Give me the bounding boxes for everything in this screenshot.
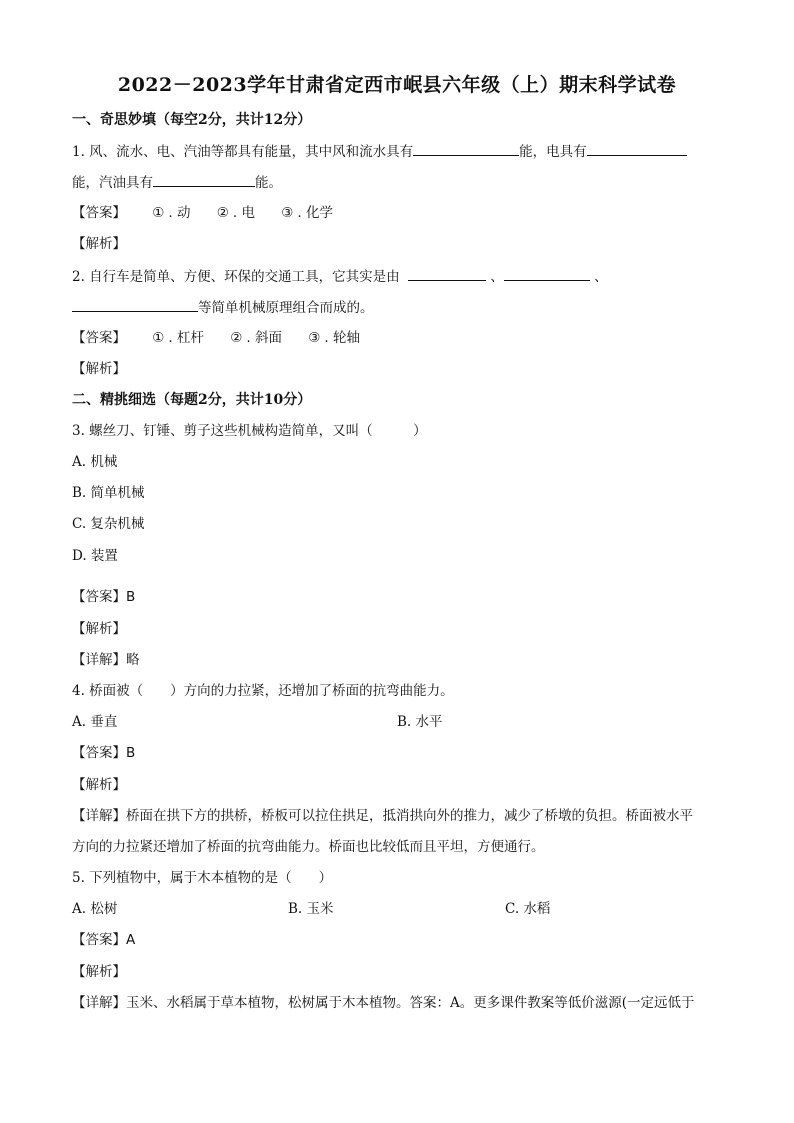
- q1-blank-1: [413, 141, 519, 156]
- q4-detail-text-1: 桥面在拱下方的拱桥，桥板可以拉住拱足，抵消拱向外的推力，减少了桥墩的负担。桥面被水平: [126, 808, 693, 824]
- detail-label: 【详解】: [72, 995, 126, 1011]
- q2-answer-3: ③ . 轮轴: [308, 330, 360, 346]
- question-3-stem: 3. 螺丝刀、钉锤、剪子这些机械构造简单，又叫（ ）: [72, 423, 427, 439]
- question-1-line-2: [72, 172, 282, 193]
- q3-option-c: C. 复杂机械: [72, 516, 145, 532]
- q3-detail-row: [72, 650, 140, 670]
- q2-blank-1: [408, 266, 486, 281]
- q1-answer-1: ① . 动: [152, 205, 191, 221]
- q3-answer-value: B: [126, 589, 136, 605]
- question-5-stem: 5. 下列植物中，属于木本植物的是（ ）: [72, 870, 333, 886]
- q4-answer-row: [72, 743, 135, 763]
- q2-answer-1: ① . 杠杆: [152, 330, 204, 346]
- q2-sep-1: 、: [490, 269, 504, 285]
- question-4-stem: 4. 桥面被（ ）方向的力拉紧，还增加了桥面的抗弯曲能力。: [72, 683, 454, 699]
- q3-option-a: A. 机械: [72, 454, 118, 470]
- answer-label: 【答案】: [72, 745, 126, 761]
- q5-detail-row-1: [72, 993, 695, 1013]
- q4-detail-row-2: 方向的力拉紧还增加了桥面的抗弯曲能力。桥面也比较低而且平坦，方便通行。: [72, 839, 545, 855]
- question-2-line-1: [72, 266, 608, 287]
- page-title: 2022－2023学年甘肃省定西市岷县六年级（上）期末科学试卷: [117, 74, 677, 96]
- section-heading-2: 二、精挑细选（每题2分，共计10分）: [72, 392, 312, 408]
- q4-answer-value: B: [126, 745, 136, 761]
- question-2-line-2: [72, 297, 374, 318]
- q2-answer-row: [72, 328, 360, 348]
- q2-text-b: 等简单机械原理组合而成的。: [198, 300, 374, 316]
- q1-text-a: 1. 风、流水、电、汽油等都具有能量，其中风和流水具有: [72, 144, 414, 160]
- answer-label: 【答案】: [72, 205, 126, 221]
- q3-analysis-label: 【解析】: [72, 621, 126, 637]
- section-heading-1: 一、奇思妙填（每空2分，共计12分）: [72, 112, 312, 128]
- q4-analysis-label: 【解析】: [72, 777, 126, 793]
- q5-answer-value: A: [126, 932, 136, 948]
- answer-label: 【答案】: [72, 589, 126, 605]
- q1-blank-2: [587, 141, 687, 156]
- question-1-line-1: [72, 141, 687, 162]
- detail-label: 【详解】: [72, 808, 126, 824]
- q1-answer-2: ② . 电: [216, 205, 255, 221]
- q1-answer-3: ③ . 化学: [281, 205, 333, 221]
- q5-option-b: B. 玉米: [288, 901, 334, 917]
- q4-option-b: B. 水平: [397, 714, 443, 730]
- q5-option-a: A. 松树: [72, 901, 118, 917]
- q2-blank-3: [72, 297, 198, 312]
- q1-blank-3: [153, 172, 255, 187]
- q5-detail-text-1: 玉米、水稻属于草本植物，松树属于木本植物。答案：A。更多课件教案等低价滋源(一定远低于: [126, 995, 695, 1011]
- q2-analysis-label: 【解析】: [72, 361, 126, 377]
- q3-option-d: D. 装置: [72, 548, 118, 564]
- q4-detail-row-1: [72, 806, 693, 826]
- q3-answer-row: [72, 587, 135, 607]
- q4-option-a: A. 垂直: [72, 714, 118, 730]
- q2-answer-2: ② . 斜面: [230, 330, 282, 346]
- q2-text-a: 2. 自行车是简单、方便、环保的交通工具，它其实是由: [72, 269, 400, 285]
- q5-answer-row: [72, 930, 135, 950]
- answer-label: 【答案】: [72, 932, 126, 948]
- q1-analysis-label: 【解析】: [72, 236, 126, 252]
- q1-answer-row: [72, 203, 333, 223]
- q3-detail-text: 略: [126, 652, 140, 668]
- q2-blank-2: [504, 266, 590, 281]
- answer-label: 【答案】: [72, 330, 126, 346]
- q5-analysis-label: 【解析】: [72, 964, 126, 980]
- q3-option-b: B. 简单机械: [72, 485, 145, 501]
- q2-sep-2: 、: [594, 269, 608, 285]
- q1-text-d: 能。: [255, 175, 282, 191]
- q1-text-b: 能，电具有: [519, 144, 587, 160]
- q5-option-c: C. 水稻: [505, 901, 551, 917]
- detail-label: 【详解】: [72, 652, 126, 668]
- q1-text-c: 能，汽油具有: [72, 175, 153, 191]
